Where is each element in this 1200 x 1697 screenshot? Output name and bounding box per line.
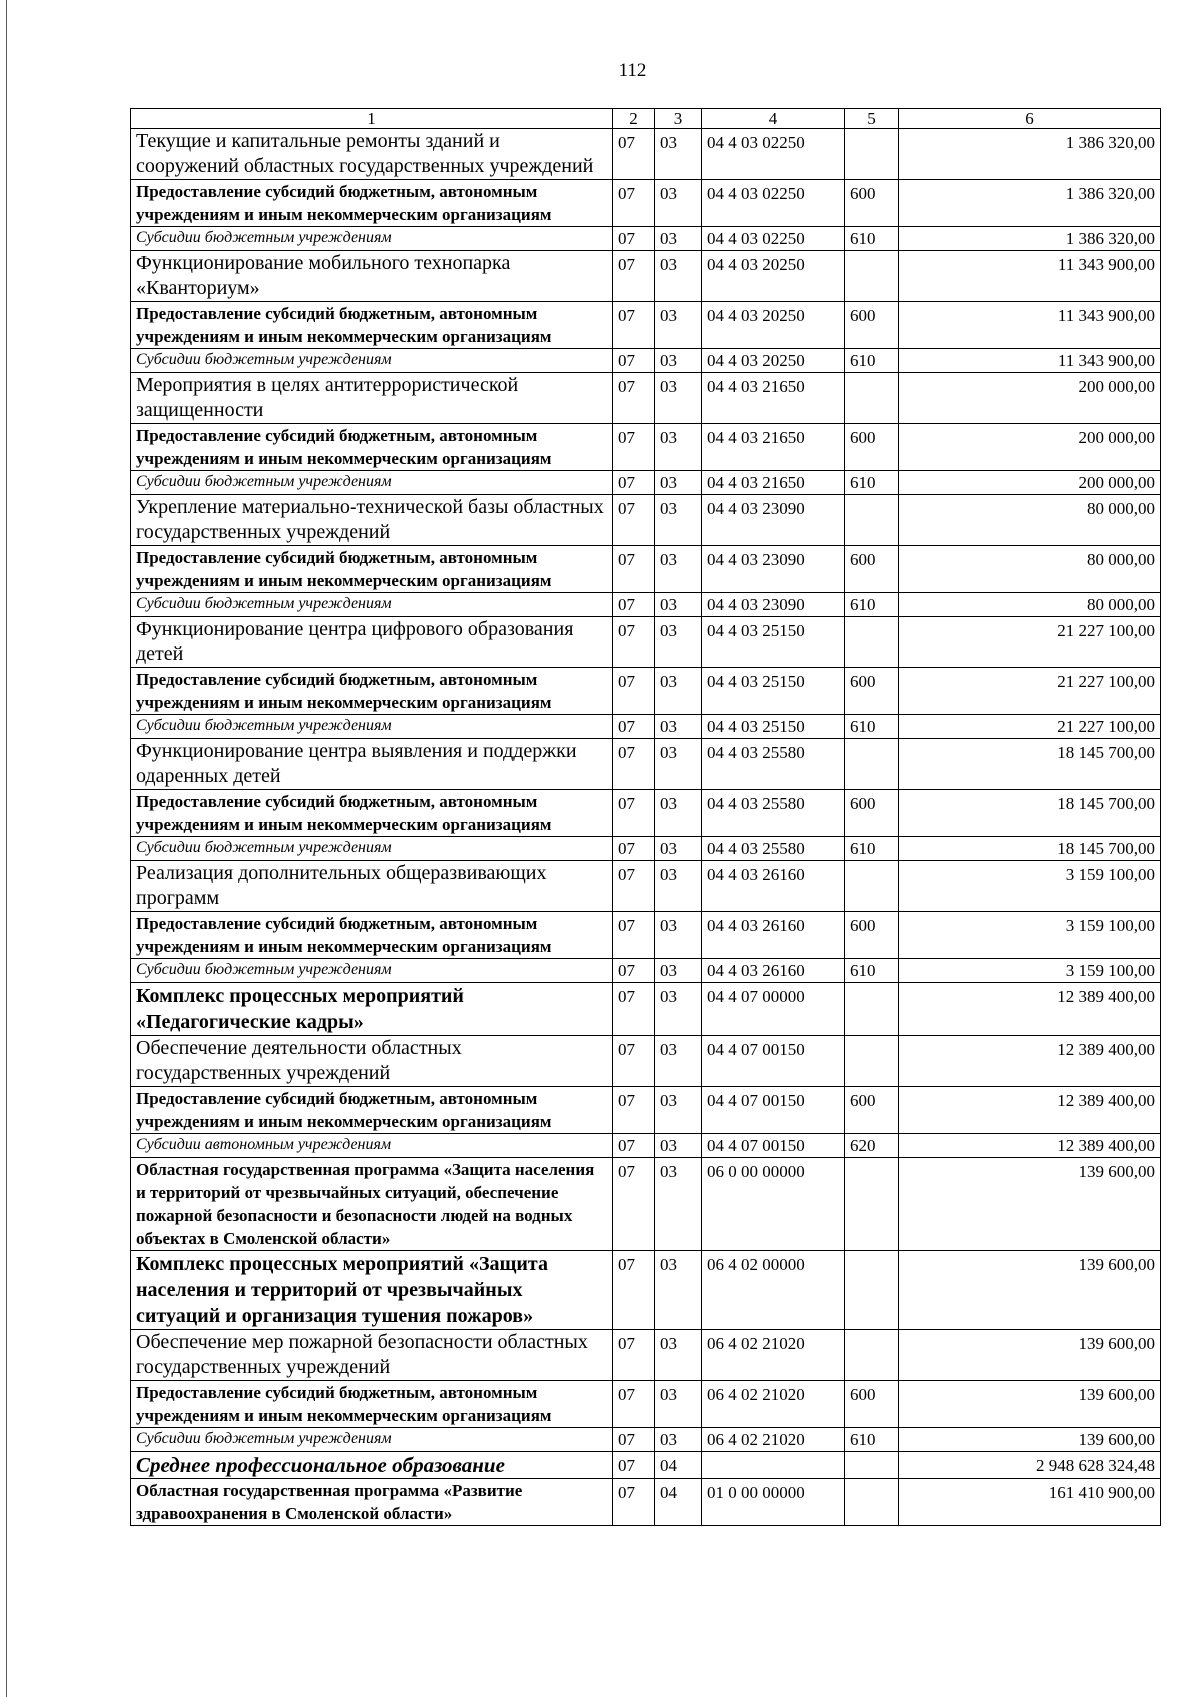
target-article-cell: 04 4 03 23090 bbox=[702, 546, 845, 593]
section-code-cell: 07 bbox=[613, 739, 655, 790]
target-article-cell: 04 4 07 00150 bbox=[702, 1134, 845, 1158]
expense-type-cell: 610 bbox=[845, 593, 899, 617]
table-row bbox=[131, 129, 1161, 180]
expense-type-cell bbox=[845, 129, 899, 180]
amount-cell: 18 145 700,00 bbox=[899, 790, 1161, 837]
row-name-cell: Среднее профессиональное образование bbox=[131, 1452, 613, 1479]
amount-cell: 12 389 400,00 bbox=[899, 983, 1161, 1036]
expense-type-cell bbox=[845, 1158, 899, 1251]
target-article-cell: 04 4 03 21650 bbox=[702, 471, 845, 495]
amount-cell: 3 159 100,00 bbox=[899, 912, 1161, 959]
row-name-cell: Предоставление субсидий бюджетным, автономным учреждениям и иным некоммерческим организациям bbox=[131, 302, 613, 349]
section-code-cell: 07 bbox=[613, 790, 655, 837]
amount-cell: 12 389 400,00 bbox=[899, 1087, 1161, 1134]
subsection-code-cell: 03 bbox=[655, 1251, 702, 1330]
section-code-cell: 07 bbox=[613, 1251, 655, 1330]
table-row bbox=[131, 1087, 1161, 1134]
subsection-code-cell: 03 bbox=[655, 495, 702, 546]
target-article-cell: 01 0 00 00000 bbox=[702, 1479, 845, 1526]
section-code-cell: 07 bbox=[613, 837, 655, 861]
section-code-cell: 07 bbox=[613, 180, 655, 227]
subsection-code-cell: 04 bbox=[655, 1452, 702, 1479]
target-article-cell: 04 4 03 20250 bbox=[702, 302, 845, 349]
section-code-cell: 07 bbox=[613, 1452, 655, 1479]
target-article-cell: 06 4 02 21020 bbox=[702, 1428, 845, 1452]
subsection-code-cell: 03 bbox=[655, 790, 702, 837]
target-article-cell: 04 4 03 26160 bbox=[702, 912, 845, 959]
section-code-cell: 07 bbox=[613, 1381, 655, 1428]
target-article-cell: 06 0 00 00000 bbox=[702, 1158, 845, 1251]
expense-type-cell: 610 bbox=[845, 1428, 899, 1452]
table-row bbox=[131, 1452, 1161, 1479]
subsection-code-cell: 03 bbox=[655, 302, 702, 349]
table-row bbox=[131, 959, 1161, 983]
expense-type-cell: 600 bbox=[845, 668, 899, 715]
target-article-cell: 04 4 03 25150 bbox=[702, 715, 845, 739]
target-article-cell: 04 4 03 21650 bbox=[702, 424, 845, 471]
expense-type-cell: 600 bbox=[845, 1381, 899, 1428]
amount-cell: 80 000,00 bbox=[899, 546, 1161, 593]
section-code-cell: 07 bbox=[613, 129, 655, 180]
amount-cell: 2 948 628 324,48 bbox=[899, 1452, 1161, 1479]
target-article-cell: 04 4 03 26160 bbox=[702, 861, 845, 912]
amount-cell: 80 000,00 bbox=[899, 495, 1161, 546]
budget-table bbox=[130, 108, 1161, 1526]
table-row bbox=[131, 302, 1161, 349]
row-name-cell: Субсидии бюджетным учреждениям bbox=[131, 227, 613, 251]
target-article-cell: 04 4 03 25580 bbox=[702, 790, 845, 837]
subsection-code-cell: 03 bbox=[655, 129, 702, 180]
expense-type-cell bbox=[845, 1479, 899, 1526]
row-name-cell: Текущие и капитальные ремонты зданий и сооружений областных государственных учреждений bbox=[131, 129, 613, 180]
row-name-cell: Субсидии бюджетным учреждениям bbox=[131, 715, 613, 739]
table-row bbox=[131, 837, 1161, 861]
subsection-code-cell: 03 bbox=[655, 959, 702, 983]
header-cell: 6 bbox=[899, 109, 1161, 129]
row-name-cell: Предоставление субсидий бюджетным, автономным учреждениям и иным некоммерческим организациям bbox=[131, 1381, 613, 1428]
row-name-cell: Субсидии автономным учреждениям bbox=[131, 1134, 613, 1158]
section-code-cell: 07 bbox=[613, 959, 655, 983]
expense-type-cell: 610 bbox=[845, 349, 899, 373]
table-row bbox=[131, 1036, 1161, 1087]
subsection-code-cell: 03 bbox=[655, 593, 702, 617]
subsection-code-cell: 03 bbox=[655, 1036, 702, 1087]
amount-cell: 1 386 320,00 bbox=[899, 180, 1161, 227]
target-article-cell: 04 4 07 00000 bbox=[702, 983, 845, 1036]
target-article-cell: 06 4 02 21020 bbox=[702, 1330, 845, 1381]
row-name-cell: Предоставление субсидий бюджетным, автономным учреждениям и иным некоммерческим организациям bbox=[131, 912, 613, 959]
section-code-cell: 07 bbox=[613, 1036, 655, 1087]
row-name-cell: Субсидии бюджетным учреждениям bbox=[131, 837, 613, 861]
table-row bbox=[131, 227, 1161, 251]
expense-type-cell bbox=[845, 1452, 899, 1479]
table-row bbox=[131, 1251, 1161, 1330]
section-code-cell: 07 bbox=[613, 349, 655, 373]
target-article-cell: 04 4 03 25580 bbox=[702, 837, 845, 861]
section-code-cell: 07 bbox=[613, 251, 655, 302]
expense-type-cell: 610 bbox=[845, 227, 899, 251]
target-article-cell: 04 4 03 02250 bbox=[702, 227, 845, 251]
amount-cell: 200 000,00 bbox=[899, 424, 1161, 471]
target-article-cell: 04 4 03 26160 bbox=[702, 959, 845, 983]
row-name-cell: Предоставление субсидий бюджетным, автономным учреждениям и иным некоммерческим организациям bbox=[131, 424, 613, 471]
table-row bbox=[131, 617, 1161, 668]
expense-type-cell: 610 bbox=[845, 837, 899, 861]
table-row bbox=[131, 546, 1161, 593]
target-article-cell: 04 4 03 20250 bbox=[702, 251, 845, 302]
row-name-cell: Предоставление субсидий бюджетным, автономным учреждениям и иным некоммерческим организациям bbox=[131, 546, 613, 593]
amount-cell: 18 145 700,00 bbox=[899, 739, 1161, 790]
subsection-code-cell: 03 bbox=[655, 715, 702, 739]
row-name-cell: Предоставление субсидий бюджетным, автономным учреждениям и иным некоммерческим организациям bbox=[131, 668, 613, 715]
row-name-cell: Предоставление субсидий бюджетным, автономным учреждениям и иным некоммерческим организациям bbox=[131, 1087, 613, 1134]
subsection-code-cell: 03 bbox=[655, 471, 702, 495]
section-code-cell: 07 bbox=[613, 424, 655, 471]
amount-cell: 21 227 100,00 bbox=[899, 617, 1161, 668]
section-code-cell: 07 bbox=[613, 861, 655, 912]
section-code-cell: 07 bbox=[613, 593, 655, 617]
amount-cell: 11 343 900,00 bbox=[899, 349, 1161, 373]
expense-type-cell: 610 bbox=[845, 471, 899, 495]
subsection-code-cell: 03 bbox=[655, 180, 702, 227]
amount-cell: 11 343 900,00 bbox=[899, 302, 1161, 349]
expense-type-cell bbox=[845, 739, 899, 790]
row-name-cell: Мероприятия в целях антитеррористической защищенности bbox=[131, 373, 613, 424]
scan-margin-line bbox=[6, 0, 7, 1697]
expense-type-cell: 610 bbox=[845, 715, 899, 739]
subsection-code-cell: 03 bbox=[655, 546, 702, 593]
expense-type-cell: 600 bbox=[845, 546, 899, 593]
row-name-cell: Субсидии бюджетным учреждениям bbox=[131, 593, 613, 617]
subsection-code-cell: 03 bbox=[655, 424, 702, 471]
table-row bbox=[131, 715, 1161, 739]
row-name-cell: Предоставление субсидий бюджетным, автономным учреждениям и иным некоммерческим организациям bbox=[131, 180, 613, 227]
section-code-cell: 07 bbox=[613, 495, 655, 546]
amount-cell: 12 389 400,00 bbox=[899, 1134, 1161, 1158]
expense-type-cell: 620 bbox=[845, 1134, 899, 1158]
table-row bbox=[131, 1479, 1161, 1526]
target-article-cell: 04 4 03 02250 bbox=[702, 180, 845, 227]
row-name-cell: Функционирование мобильного технопарка «Кванториум» bbox=[131, 251, 613, 302]
row-name-cell: Реализация дополнительных общеразвивающих программ bbox=[131, 861, 613, 912]
section-code-cell: 07 bbox=[613, 617, 655, 668]
amount-cell: 3 159 100,00 bbox=[899, 959, 1161, 983]
target-article-cell: 04 4 03 21650 bbox=[702, 373, 845, 424]
section-code-cell: 07 bbox=[613, 1428, 655, 1452]
table-row bbox=[131, 739, 1161, 790]
table-row bbox=[131, 668, 1161, 715]
row-name-cell: Субсидии бюджетным учреждениям bbox=[131, 959, 613, 983]
amount-cell: 12 389 400,00 bbox=[899, 1036, 1161, 1087]
table-row bbox=[131, 1381, 1161, 1428]
amount-cell: 11 343 900,00 bbox=[899, 251, 1161, 302]
expense-type-cell bbox=[845, 617, 899, 668]
target-article-cell: 04 4 03 25150 bbox=[702, 668, 845, 715]
subsection-code-cell: 03 bbox=[655, 617, 702, 668]
row-name-cell: Областная государственная программа «Развитие здравоохранения в Смоленской области» bbox=[131, 1479, 613, 1526]
amount-cell: 139 600,00 bbox=[899, 1381, 1161, 1428]
table-row bbox=[131, 180, 1161, 227]
amount-cell: 139 600,00 bbox=[899, 1158, 1161, 1251]
subsection-code-cell: 03 bbox=[655, 373, 702, 424]
expense-type-cell bbox=[845, 861, 899, 912]
expense-type-cell: 600 bbox=[845, 790, 899, 837]
amount-cell: 1 386 320,00 bbox=[899, 129, 1161, 180]
row-name-cell: Укрепление материально-технической базы областных государственных учреждений bbox=[131, 495, 613, 546]
target-article-cell: 04 4 07 00150 bbox=[702, 1036, 845, 1087]
table-row bbox=[131, 349, 1161, 373]
subsection-code-cell: 03 bbox=[655, 1330, 702, 1381]
target-article-cell bbox=[702, 1452, 845, 1479]
row-name-cell: Предоставление субсидий бюджетным, автономным учреждениям и иным некоммерческим организациям bbox=[131, 790, 613, 837]
section-code-cell: 07 bbox=[613, 983, 655, 1036]
table-header-row bbox=[131, 109, 1161, 129]
row-name-cell: Обеспечение мер пожарной безопасности областных государственных учреждений bbox=[131, 1330, 613, 1381]
subsection-code-cell: 03 bbox=[655, 251, 702, 302]
expense-type-cell bbox=[845, 495, 899, 546]
expense-type-cell: 600 bbox=[845, 424, 899, 471]
amount-cell: 161 410 900,00 bbox=[899, 1479, 1161, 1526]
expense-type-cell bbox=[845, 1330, 899, 1381]
table-row bbox=[131, 1428, 1161, 1452]
section-code-cell: 07 bbox=[613, 1330, 655, 1381]
table-row bbox=[131, 471, 1161, 495]
amount-cell: 200 000,00 bbox=[899, 373, 1161, 424]
subsection-code-cell: 03 bbox=[655, 861, 702, 912]
expense-type-cell bbox=[845, 1251, 899, 1330]
header-cell: 3 bbox=[655, 109, 702, 129]
section-code-cell: 07 bbox=[613, 1087, 655, 1134]
target-article-cell: 04 4 03 25150 bbox=[702, 617, 845, 668]
budget-table-body bbox=[131, 109, 1161, 1526]
amount-cell: 3 159 100,00 bbox=[899, 861, 1161, 912]
subsection-code-cell: 03 bbox=[655, 1381, 702, 1428]
table-row bbox=[131, 983, 1161, 1036]
expense-type-cell: 600 bbox=[845, 302, 899, 349]
section-code-cell: 07 bbox=[613, 471, 655, 495]
row-name-cell: Обеспечение деятельности областных государственных учреждений bbox=[131, 1036, 613, 1087]
table-row bbox=[131, 424, 1161, 471]
table-row bbox=[131, 251, 1161, 302]
section-code-cell: 07 bbox=[613, 912, 655, 959]
expense-type-cell bbox=[845, 251, 899, 302]
row-name-cell: Функционирование центра цифрового образования детей bbox=[131, 617, 613, 668]
table-row bbox=[131, 593, 1161, 617]
row-name-cell: Функционирование центра выявления и поддержки одаренных детей bbox=[131, 739, 613, 790]
section-code-cell: 07 bbox=[613, 1479, 655, 1526]
subsection-code-cell: 03 bbox=[655, 912, 702, 959]
table-row bbox=[131, 1330, 1161, 1381]
row-name-cell: Комплекс процессных мероприятий «Защита населения и территорий от чрезвычайных ситуаций и организация тушения пожаров» bbox=[131, 1251, 613, 1330]
amount-cell: 200 000,00 bbox=[899, 471, 1161, 495]
expense-type-cell: 610 bbox=[845, 959, 899, 983]
subsection-code-cell: 03 bbox=[655, 227, 702, 251]
amount-cell: 80 000,00 bbox=[899, 593, 1161, 617]
row-name-cell: Субсидии бюджетным учреждениям bbox=[131, 471, 613, 495]
expense-type-cell bbox=[845, 373, 899, 424]
target-article-cell: 04 4 07 00150 bbox=[702, 1087, 845, 1134]
target-article-cell: 04 4 03 23090 bbox=[702, 593, 845, 617]
subsection-code-cell: 03 bbox=[655, 837, 702, 861]
target-article-cell: 04 4 03 25580 bbox=[702, 739, 845, 790]
amount-cell: 1 386 320,00 bbox=[899, 227, 1161, 251]
page-number: 112 bbox=[618, 60, 647, 81]
expense-type-cell: 600 bbox=[845, 1087, 899, 1134]
subsection-code-cell: 03 bbox=[655, 668, 702, 715]
subsection-code-cell: 04 bbox=[655, 1479, 702, 1526]
table-row bbox=[131, 373, 1161, 424]
amount-cell: 139 600,00 bbox=[899, 1330, 1161, 1381]
subsection-code-cell: 03 bbox=[655, 349, 702, 373]
target-article-cell: 06 4 02 21020 bbox=[702, 1381, 845, 1428]
header-cell: 1 bbox=[131, 109, 613, 129]
section-code-cell: 07 bbox=[613, 668, 655, 715]
amount-cell: 139 600,00 bbox=[899, 1428, 1161, 1452]
amount-cell: 21 227 100,00 bbox=[899, 715, 1161, 739]
expense-type-cell bbox=[845, 1036, 899, 1087]
subsection-code-cell: 03 bbox=[655, 1428, 702, 1452]
section-code-cell: 07 bbox=[613, 1158, 655, 1251]
expense-type-cell: 600 bbox=[845, 180, 899, 227]
subsection-code-cell: 03 bbox=[655, 1134, 702, 1158]
target-article-cell: 06 4 02 00000 bbox=[702, 1251, 845, 1330]
amount-cell: 139 600,00 bbox=[899, 1251, 1161, 1330]
subsection-code-cell: 03 bbox=[655, 1087, 702, 1134]
table-row bbox=[131, 1158, 1161, 1251]
table-row bbox=[131, 912, 1161, 959]
amount-cell: 18 145 700,00 bbox=[899, 837, 1161, 861]
header-cell: 2 bbox=[613, 109, 655, 129]
section-code-cell: 07 bbox=[613, 302, 655, 349]
row-name-cell: Субсидии бюджетным учреждениям bbox=[131, 1428, 613, 1452]
section-code-cell: 07 bbox=[613, 715, 655, 739]
row-name-cell: Областная государственная программа «Защита населения и территорий от чрезвычайных ситуаций, обеспечение пожарной безопасности и безопасности людей на водных объектах в Смоленской области» bbox=[131, 1158, 613, 1251]
header-cell: 4 bbox=[702, 109, 845, 129]
section-code-cell: 07 bbox=[613, 1134, 655, 1158]
expense-type-cell: 600 bbox=[845, 912, 899, 959]
table-row bbox=[131, 1134, 1161, 1158]
amount-cell: 21 227 100,00 bbox=[899, 668, 1161, 715]
section-code-cell: 07 bbox=[613, 227, 655, 251]
table-row bbox=[131, 861, 1161, 912]
target-article-cell: 04 4 03 20250 bbox=[702, 349, 845, 373]
subsection-code-cell: 03 bbox=[655, 1158, 702, 1251]
subsection-code-cell: 03 bbox=[655, 983, 702, 1036]
target-article-cell: 04 4 03 23090 bbox=[702, 495, 845, 546]
subsection-code-cell: 03 bbox=[655, 739, 702, 790]
table-row bbox=[131, 495, 1161, 546]
table-row bbox=[131, 790, 1161, 837]
section-code-cell: 07 bbox=[613, 546, 655, 593]
section-code-cell: 07 bbox=[613, 373, 655, 424]
expense-type-cell bbox=[845, 983, 899, 1036]
row-name-cell: Субсидии бюджетным учреждениям bbox=[131, 349, 613, 373]
target-article-cell: 04 4 03 02250 bbox=[702, 129, 845, 180]
header-cell: 5 bbox=[845, 109, 899, 129]
row-name-cell: Комплекс процессных мероприятий «Педагогические кадры» bbox=[131, 983, 613, 1036]
